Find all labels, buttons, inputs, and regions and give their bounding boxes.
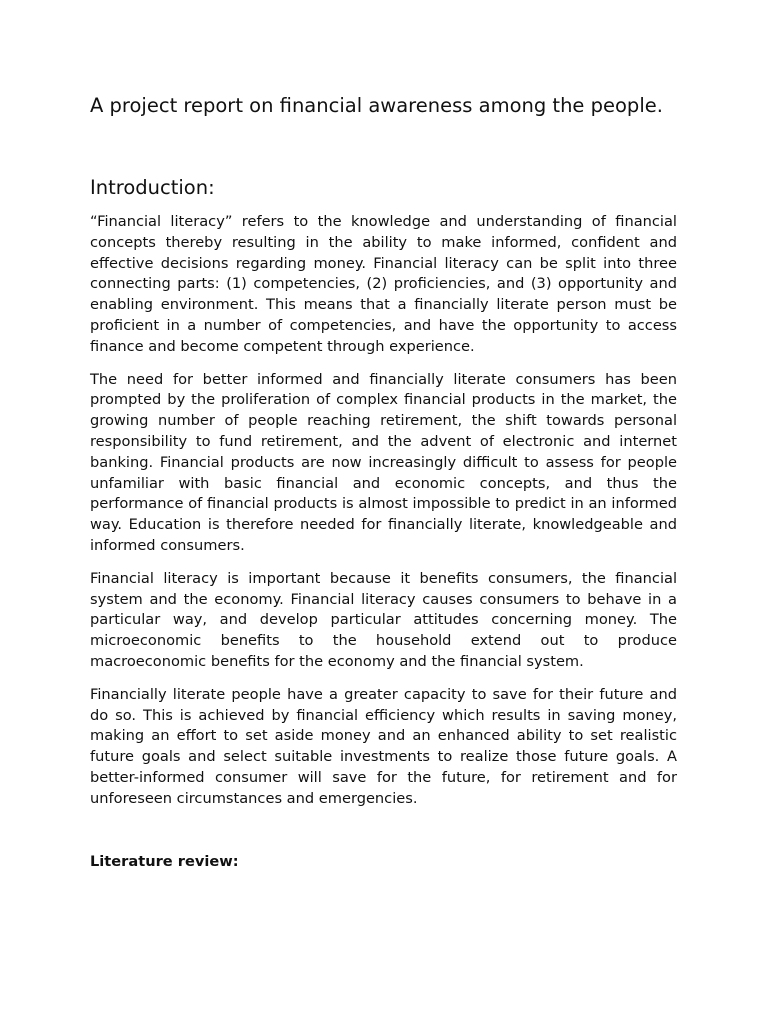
introduction-heading: Introduction: [90, 176, 215, 199]
introduction-paragraph-3: Financial literacy is important because it benefits consumers, the financial system and the economy. Financial literacy causes consumers to behave in a particular way, and develop particular attitudes concerning money. The microeconomic benefits to the household extend out to produce macroeconomic benefits for the economy and the financial system. [90, 569, 677, 670]
introduction-body [90, 212, 677, 810]
introduction-paragraph-2: The need for better informed and financially literate consumers has been prompted by the proliferation of complex financial products in the market, the growing number of people reaching retirement, the shift towards personal responsibility to fund retirement, and the advent of electronic and internet banking. Financial products are now increasingly difficult to assess for people unfamiliar with basic financial and economic concepts, and thus the performance of financial products is almost impossible to predict in an informed way. Education is therefore needed for financially literate, knowledgeable and informed consumers. [90, 370, 677, 554]
document-page [90, 92, 677, 872]
document-title: A project report on financial awareness among the people. [90, 94, 663, 117]
introduction-paragraph-1: “Financial literacy” refers to the knowledge and understanding of financial concepts thereby resulting in the ability to make informed, confident and effective decisions regarding money. Financial literacy can be split into three connecting parts: (1) competencies, (2) proficiencies, and (3) opportunity and enabling environment. This means that a financially literate person must be proficient in a number of competencies, and have the opportunity to access finance and become competent through experience. [90, 213, 677, 355]
introduction-paragraph-4: Financially literate people have a greater capacity to save for their future and do so. This is achieved by financial efficiency which results in saving money, making an effort to set aside money and an enhanced ability to set realistic future goals and select suitable investments to realize those future goals. A better-informed consumer will save for the future, for retirement and for unforeseen circumstances and emergencies. [90, 685, 677, 807]
literature-review-heading: Literature review: [90, 852, 239, 870]
